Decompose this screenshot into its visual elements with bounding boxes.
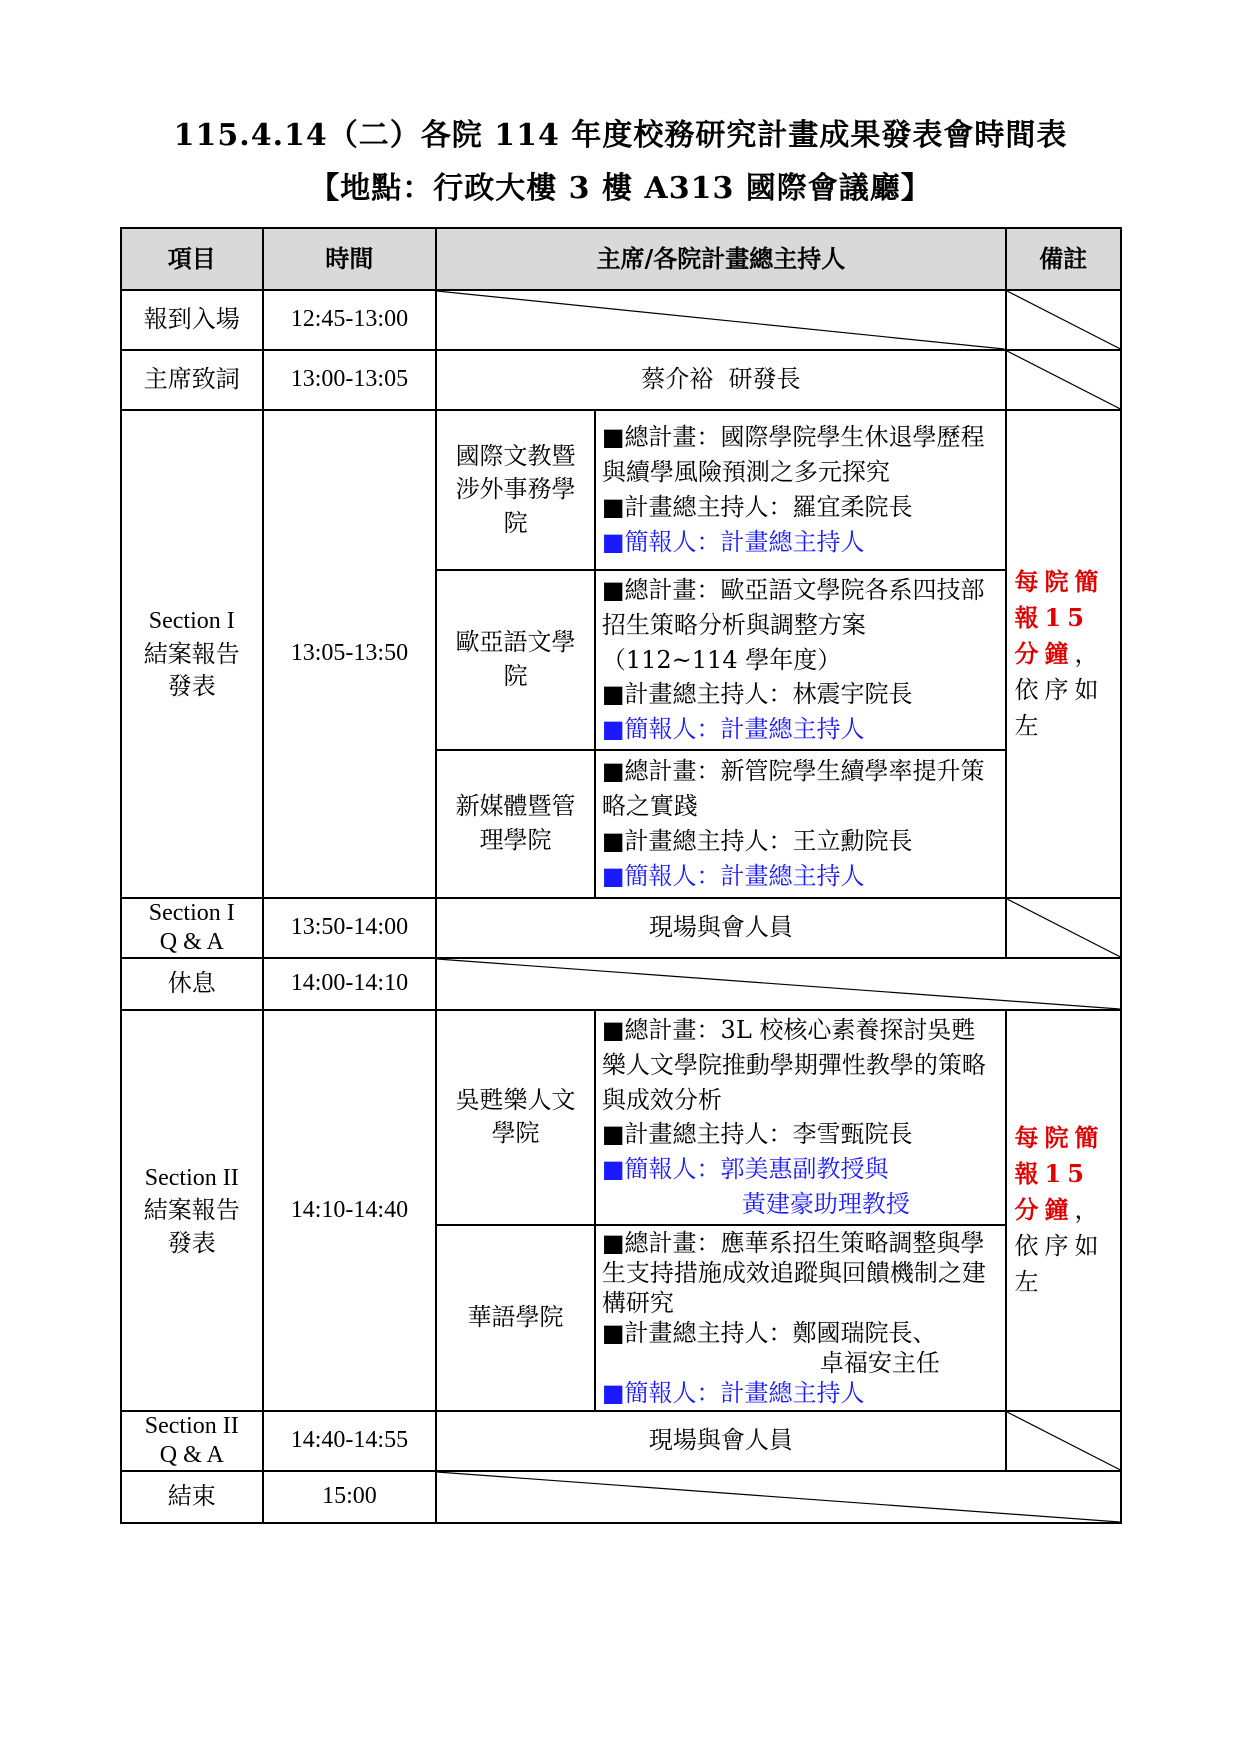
row-time: 13:00-13:05 [263,350,437,410]
table-row [121,958,1121,1010]
project-presenter-2: 黃建豪助理教授 [741,1189,910,1218]
section-2-note: 每院簡報15分鐘，依序如左 [1006,1010,1121,1411]
diagonal-empty-cell [1006,350,1121,410]
table-row [121,350,1121,410]
project-pi: ■計畫總主持人：王立勳院長 [601,826,913,855]
row-item: 結束 [121,1471,263,1523]
project-detail [595,570,1006,750]
college-name: 歐亞語文學院 [436,570,595,750]
schedule-table [120,227,1122,1524]
project-title: ■總計畫：3L 校核心素養探討吳甦樂人文學院推動學期彈性教學的策略與成效分析 [601,1015,986,1114]
diagonal-empty-cell [1006,290,1121,350]
college-name: 新媒體暨管理學院 [436,750,595,898]
project-pi: ■計畫總主持人：李雪甄院長 [601,1120,913,1149]
diagonal-empty-cell [1006,898,1121,958]
college-name: 吳甦樂人文學院 [436,1010,595,1225]
project-presenter: ■簡報人：計畫總主持人 [601,861,865,890]
header-note: 備註 [1006,228,1121,290]
diagonal-empty-cell [436,290,1005,350]
row-time: 15:00 [263,1471,437,1523]
college-name: 國際文教暨涉外事務學院 [436,410,595,570]
project-pi: ■計畫總主持人：林震宇院長 [601,680,913,709]
row-item: Section I Q & A [121,898,263,958]
row-item: 休息 [121,958,263,1010]
row-time: 14:00-14:10 [263,958,437,1010]
project-title: ■總計畫：歐亞語文學院各系四技部招生策略分析與調整方案（112~114 學年度） [601,576,985,674]
row-time: 14:40-14:55 [263,1411,437,1471]
table-row [121,898,1121,958]
row-time: 13:50-14:00 [263,898,437,958]
section-1-time: 13:05-13:50 [263,410,437,898]
section-1-note: 每院簡報15分鐘，依序如左 [1006,410,1121,898]
row-chair: 現場與會人員 [436,898,1005,958]
header-item: 項目 [121,228,263,290]
diagonal-empty-cell [436,958,1121,1010]
project-title: ■總計畫：新管院學生續學率提升策略之實踐 [601,757,985,821]
section-2-time: 14:10-14:40 [263,1010,437,1411]
project-presenter: ■簡報人：郭美惠副教授與 [601,1155,889,1184]
row-chair: 蔡介裕 研發長 [436,350,1005,410]
project-pi: ■計畫總主持人：鄭國瑞院長、 [601,1318,937,1347]
project-detail [595,750,1006,898]
row-item: Section II Q & A [121,1411,263,1471]
project-title: ■總計畫：國際學院學生休退學歷程與續學風險預測之多元探究 [601,423,985,487]
project-detail [595,1010,1006,1225]
section-2-item: Section II 結案報告 發表 [121,1010,263,1411]
section-1-item: Section I 結案報告 發表 [121,410,263,898]
table-header-row [121,228,1121,290]
table-row [121,1010,1121,1225]
project-presenter: ■簡報人：計畫總主持人 [601,1378,865,1407]
diagonal-empty-cell [436,1471,1121,1523]
project-title: ■總計畫：應華系招生策略調整與學生支持措施成效追蹤與回饋機制之建構研究 [601,1228,986,1317]
table-row [121,1411,1121,1471]
row-item: 主席致詞 [121,350,263,410]
project-detail [595,410,1006,570]
page-title: 115.4.14（二）各院 114 年度校務研究計畫成果發表會時間表 [173,118,1068,153]
diagonal-empty-cell [1006,1411,1121,1471]
table-row [121,1471,1121,1523]
project-pi: ■計畫總主持人：羅宜柔院長 [601,493,913,521]
header-chair: 主席/各院計畫總主持人 [436,228,1005,290]
row-item: 報到入場 [121,290,263,350]
project-pi-2: 卓福安主任 [819,1348,940,1377]
header-time: 時間 [263,228,437,290]
location-subtitle: 【地點：行政大樓 3 樓 A313 國際會議廳】 [309,171,932,206]
project-detail [595,1225,1006,1411]
college-name: 華語學院 [436,1225,595,1411]
row-time: 12:45-13:00 [263,290,437,350]
project-presenter: ■簡報人：計畫總主持人 [601,715,865,744]
project-presenter: ■簡報人：計畫總主持人 [601,527,865,556]
row-chair: 現場與會人員 [436,1411,1005,1471]
table-row [121,410,1121,570]
table-row [121,290,1121,350]
